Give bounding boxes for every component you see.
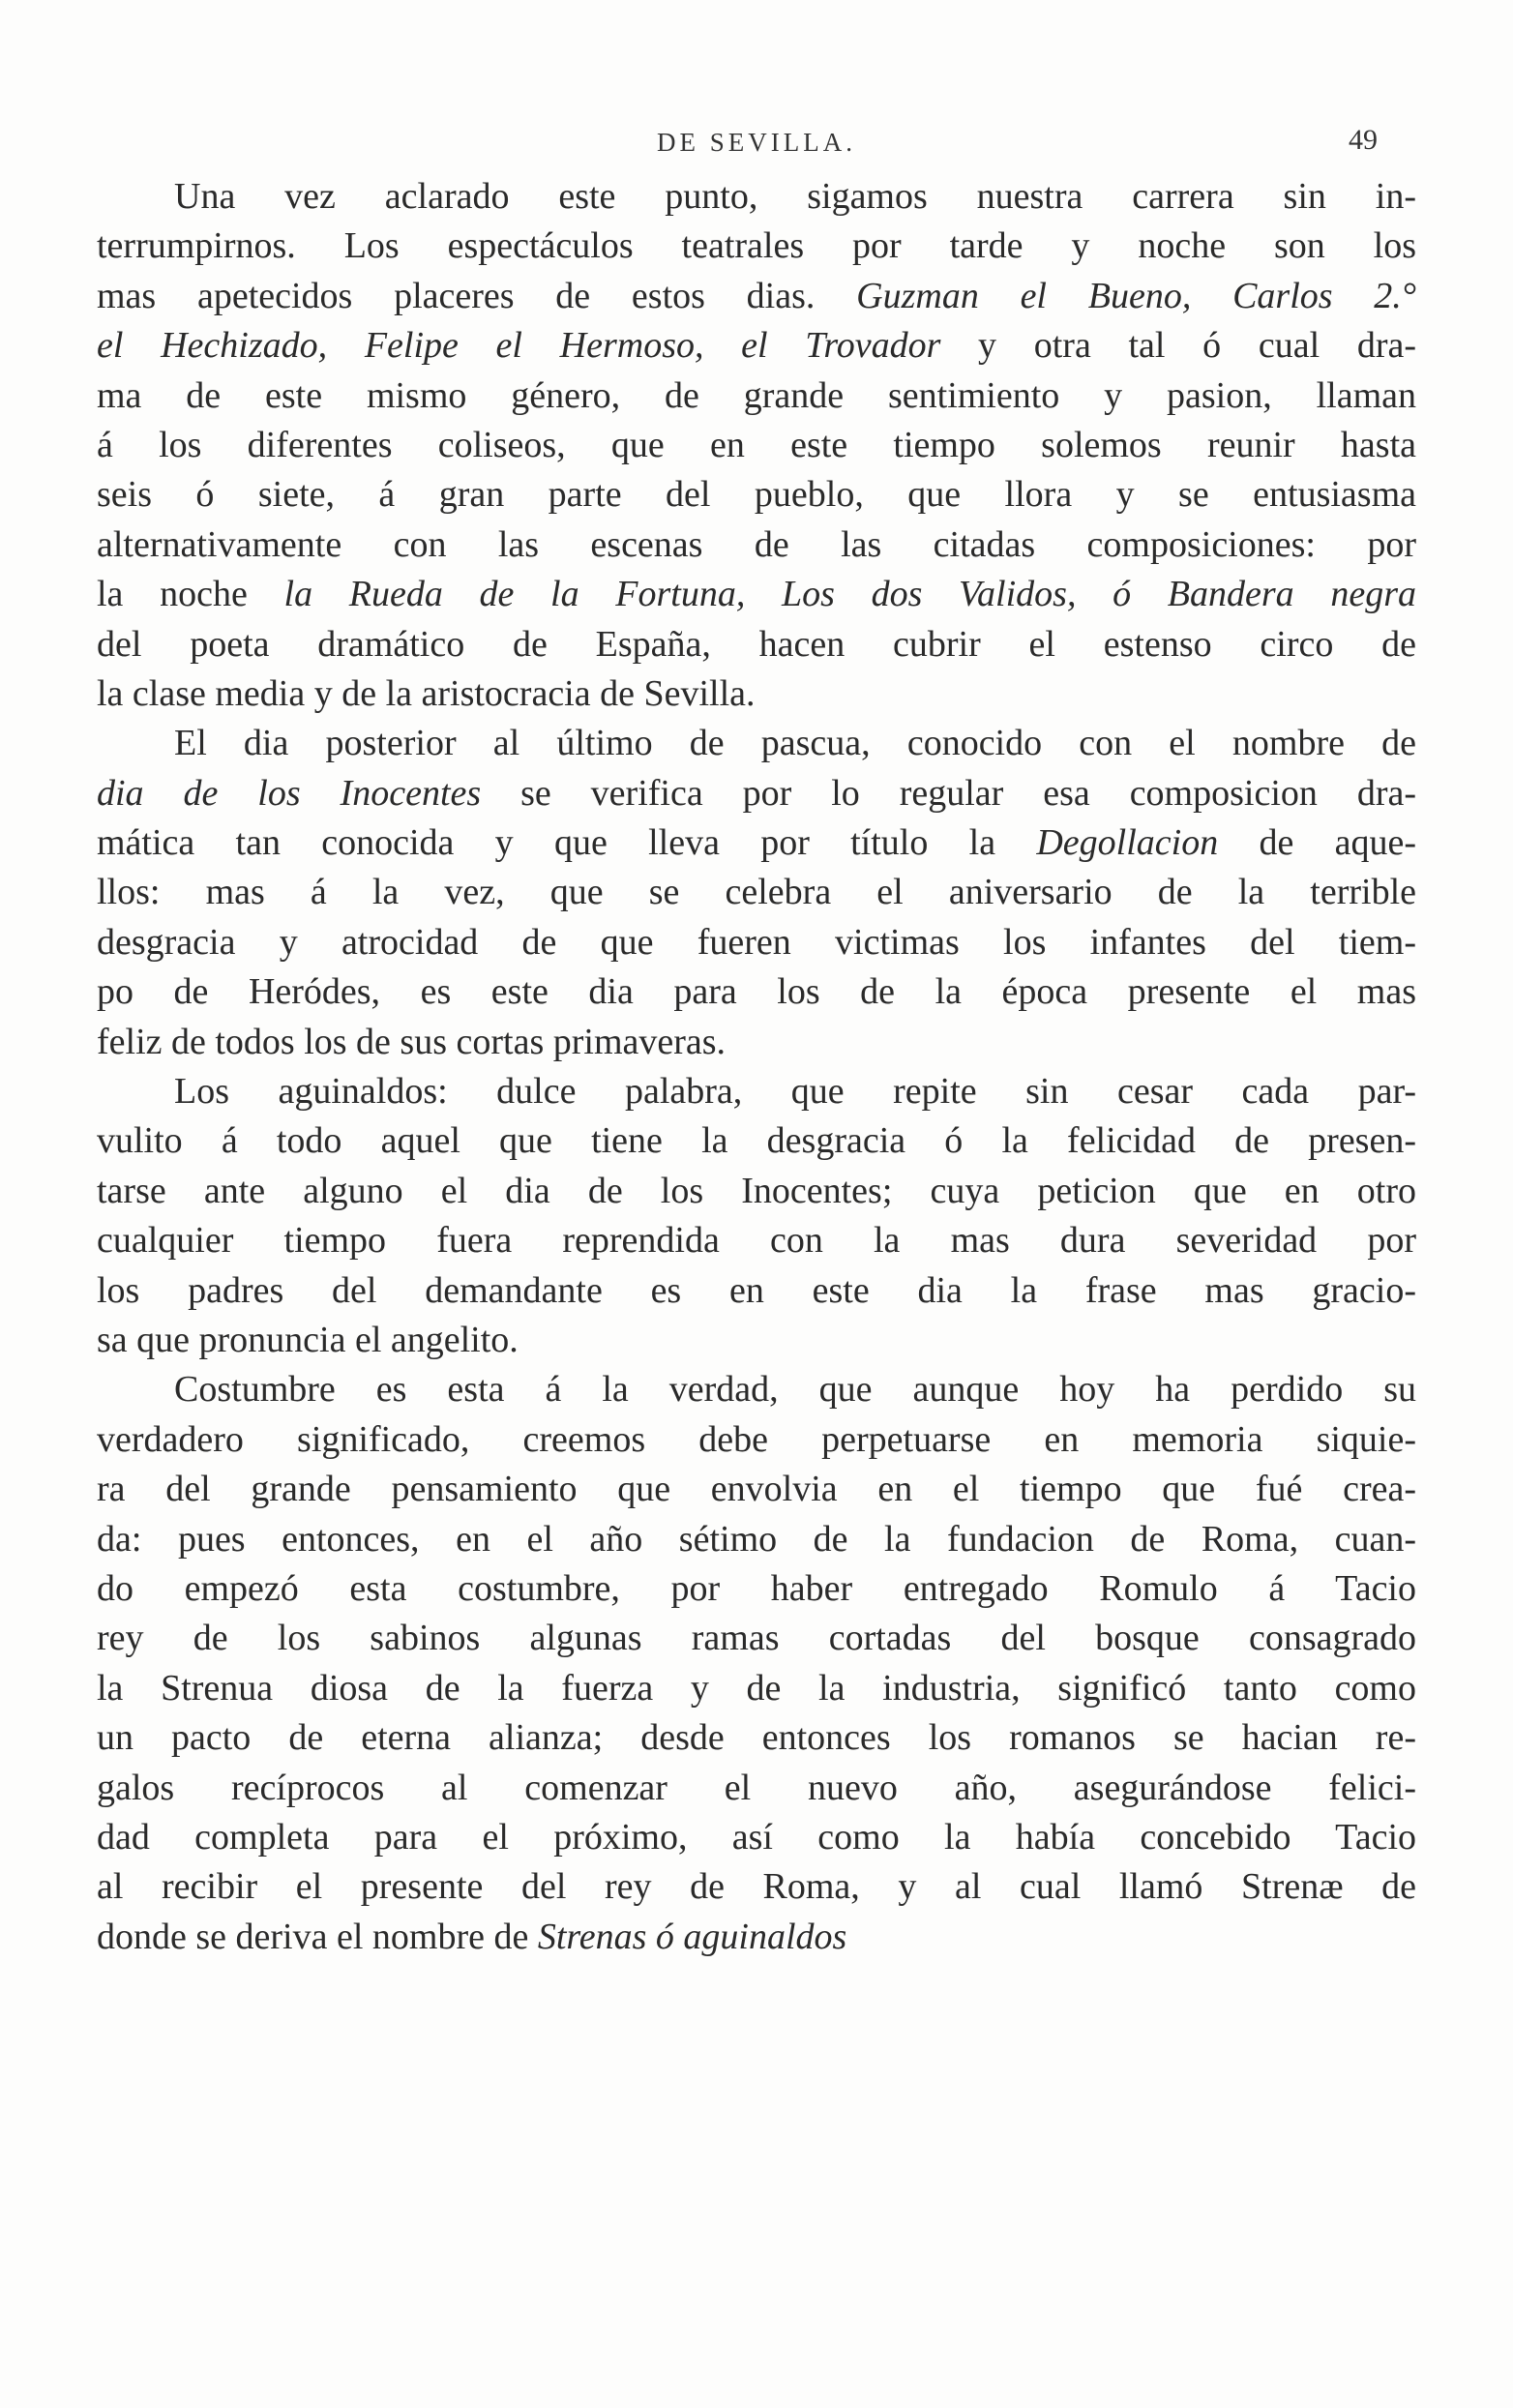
running-header bbox=[97, 124, 1416, 166]
text-line bbox=[97, 967, 1416, 1017]
text-segment: al recibir el presente del rey de Roma, y al cual llamó Strenæ de bbox=[97, 1866, 1416, 1908]
text-line bbox=[97, 620, 1416, 669]
text-line bbox=[97, 1067, 1416, 1116]
running-title: DE SEVILLA. bbox=[657, 128, 856, 157]
text-segment: do empezó esta costumbre, por haber entregado Romulo á Tacio bbox=[97, 1567, 1416, 1609]
text-line bbox=[97, 1813, 1416, 1862]
italic-text-segment: el Hechizado, Felipe el Hermoso, el Trovador bbox=[97, 325, 941, 367]
text-line bbox=[97, 570, 1416, 619]
text-line bbox=[97, 1465, 1416, 1514]
italic-text-segment: Strenas ó aguinaldos bbox=[537, 1916, 847, 1957]
text-segment: seis ó siete, á gran parte del pueblo, que llora y se entusiasma bbox=[97, 474, 1416, 516]
text-line bbox=[97, 421, 1416, 470]
text-segment: mática tan conocida y que lleva por título la bbox=[97, 822, 1037, 864]
text-segment: á los diferentes coliseos, que en este tiempo solemos reunir hasta bbox=[97, 424, 1416, 465]
text-segment: del poeta dramático de España, hacen cubrir el estenso circo de bbox=[97, 623, 1416, 665]
text-segment: los padres del demandante es en este dia la frase mas gracio- bbox=[97, 1269, 1416, 1311]
text-line bbox=[97, 1116, 1416, 1166]
text-line bbox=[97, 1167, 1416, 1216]
text-segment: la clase media y de la aristocracia de Sevilla. bbox=[97, 672, 756, 714]
body-text bbox=[97, 172, 1416, 1962]
italic-text-segment: Guzman el Bueno, Carlos 2.° bbox=[856, 275, 1416, 316]
text-segment: la noche bbox=[97, 574, 284, 615]
text-segment: verdadero significado, creemos debe perpetuarse en memoria siquie- bbox=[97, 1418, 1416, 1460]
text-segment: un pacto de eterna alianza; desde entonces los romanos se hacian re- bbox=[97, 1717, 1416, 1759]
text-segment: ra del grande pensamiento que envolvia en el tiempo que fué crea- bbox=[97, 1469, 1416, 1510]
text-line bbox=[97, 222, 1416, 271]
text-line bbox=[97, 1266, 1416, 1316]
text-segment: rey de los sabinos algunas ramas cortadas del bosque consagrado bbox=[97, 1618, 1416, 1659]
text-line bbox=[97, 769, 1416, 818]
text-line bbox=[97, 1614, 1416, 1663]
text-segment: desgracia y atrocidad de que fueren victimas los infantes del tiem- bbox=[97, 921, 1416, 963]
text-segment: da: pues entonces, en el año sétimo de la fundacion de Roma, cuan- bbox=[97, 1518, 1416, 1560]
text-line bbox=[97, 1515, 1416, 1564]
text-line bbox=[97, 669, 1416, 719]
text-segment: sa que pronuncia el angelito. bbox=[97, 1319, 519, 1360]
text-line bbox=[97, 1216, 1416, 1265]
text-line bbox=[97, 172, 1416, 222]
text-segment: Costumbre es esta á la verdad, que aunque hoy ha perdido su bbox=[174, 1369, 1416, 1411]
text-line bbox=[97, 918, 1416, 967]
text-segment: feliz de todos los de sus cortas primaveras. bbox=[97, 1021, 727, 1062]
text-segment: ma de este mismo género, de grande sentimiento y pasion, llaman bbox=[97, 374, 1416, 416]
text-line bbox=[97, 1018, 1416, 1067]
text-segment: se verifica por lo regular esa composicion dra- bbox=[481, 772, 1416, 814]
text-line bbox=[97, 1664, 1416, 1713]
text-segment: Los aguinaldos: dulce palabra, que repite sin cesar cada par- bbox=[174, 1071, 1416, 1113]
text-segment: tarse ante alguno el dia de los Inocentes; cuya peticion que en otro bbox=[97, 1170, 1416, 1211]
text-line bbox=[97, 818, 1416, 868]
text-line bbox=[97, 868, 1416, 917]
text-segment: de aque- bbox=[1218, 822, 1416, 864]
text-segment: y otra tal ó cual dra- bbox=[940, 325, 1416, 367]
page-number: 49 bbox=[1349, 124, 1378, 156]
text-segment: la Strenua diosa de la fuerza y de la industria, significó tanto como bbox=[97, 1667, 1416, 1709]
italic-text-segment: la Rueda de la Fortuna, Los dos Validos, ó Bandera negra bbox=[283, 574, 1416, 615]
text-line bbox=[97, 1862, 1416, 1912]
text-line bbox=[97, 1913, 1416, 1962]
text-segment: po de Heródes, es este dia para los de la época presente el mas bbox=[97, 971, 1416, 1013]
italic-text-segment: dia de los Inocentes bbox=[97, 772, 482, 814]
text-segment: alternativamente con las escenas de las citadas composiciones: por bbox=[97, 523, 1416, 565]
text-line bbox=[97, 1415, 1416, 1465]
text-segment: donde se deriva el nombre de bbox=[97, 1916, 538, 1957]
text-segment: galos recíprocos al comenzar el nuevo año, asegurándose felici- bbox=[97, 1767, 1416, 1808]
text-segment: cualquier tiempo fuera reprendida con la mas dura severidad por bbox=[97, 1220, 1416, 1262]
text-line bbox=[97, 1713, 1416, 1763]
text-segment: llos: mas á la vez, que se celebra el aniversario de la terrible bbox=[97, 872, 1416, 913]
text-segment: Una vez aclarado este punto, sigamos nuestra carrera sin in- bbox=[174, 176, 1416, 217]
text-line bbox=[97, 719, 1416, 768]
text-segment: dad completa para el próximo, así como la había concebido Tacio bbox=[97, 1816, 1416, 1858]
text-segment: vulito á todo aquel que tiene la desgracia ó la felicidad de presen- bbox=[97, 1120, 1416, 1162]
text-segment: El dia posterior al último de pascua, conocido con el nombre de bbox=[174, 723, 1416, 764]
text-line bbox=[97, 1764, 1416, 1813]
text-line bbox=[97, 1316, 1416, 1365]
text-line bbox=[97, 372, 1416, 421]
text-line bbox=[97, 1564, 1416, 1614]
text-line bbox=[97, 520, 1416, 570]
italic-text-segment: Degollacion bbox=[1036, 822, 1219, 864]
text-line bbox=[97, 272, 1416, 321]
text-line bbox=[97, 470, 1416, 520]
text-line bbox=[97, 321, 1416, 371]
text-segment: terrumpirnos. Los espectáculos teatrales por tarde y noche son los bbox=[97, 225, 1416, 267]
text-segment: mas apetecidos placeres de estos dias. bbox=[97, 275, 857, 316]
text-line bbox=[97, 1365, 1416, 1414]
